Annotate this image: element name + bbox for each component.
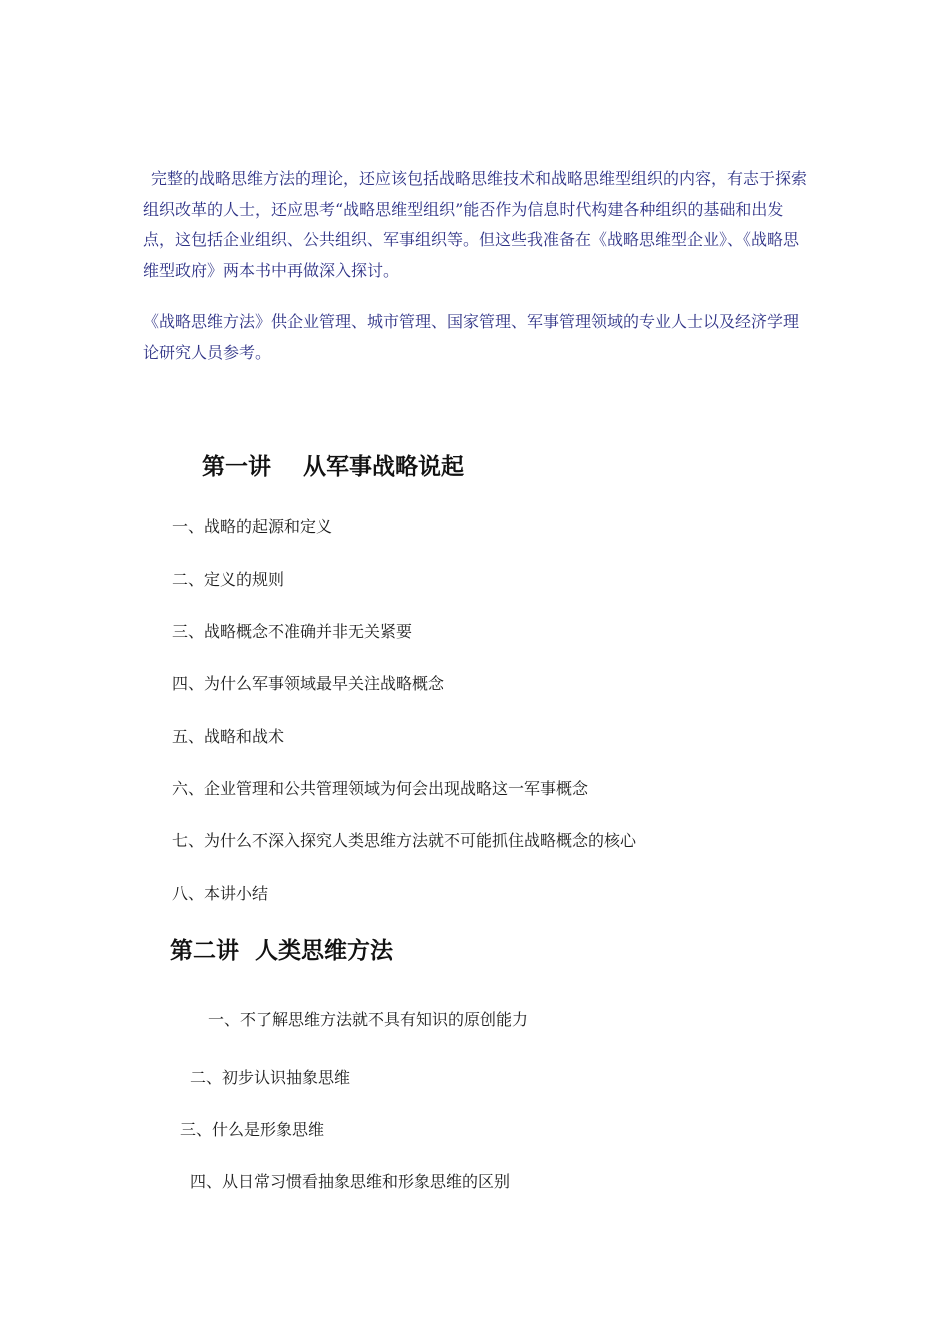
lecture-2-heading: 第二讲 人类思维方法	[170, 937, 394, 964]
lecture-2-item-1: 一、不了解思维方法就不具有知识的原创能力	[208, 1010, 529, 1029]
lecture-1-heading: 第一讲 从军事战略说起	[202, 453, 465, 480]
intro-paragraph-1: 完整的战略思维方法的理论，还应该包括战略思维技术和战略思维型组织的内容，有志于探索组织改革的人士，还应思考“战略思维型组织”能否作为信息时代构建各种组织的基础和出发点，这包括企业组织、公共组织、军事组织等。但这些我准备在《战略思维型企业》、《战略思维型政府》两本书中再做深入探讨。	[143, 169, 808, 280]
lecture-1-item-3: 三、战略概念不准确并非无关紧要	[172, 622, 413, 641]
lecture-2-item-2: 二、初步认识抽象思维	[190, 1068, 351, 1087]
lecture-1-item-1: 一、战略的起源和定义	[172, 517, 333, 536]
lecture-2-item-3: 三、什么是形象思维	[180, 1120, 325, 1139]
lecture-2-item-4: 四、从日常习惯看抽象思维和形象思维的区别	[190, 1172, 511, 1191]
intro-paragraph-2: 《战略思维方法》供企业管理、城市管理、国家管理、军事管理领域的专业人士以及经济学理论研究人员参考。	[143, 312, 800, 362]
lecture-1-item-4: 四、为什么军事领域最早关注战略概念	[172, 674, 445, 693]
lecture-1-item-2: 二、定义的规则	[172, 570, 285, 589]
lecture-1-item-6: 六、企业管理和公共管理领域为何会出现战略这一军事概念	[172, 779, 589, 798]
lecture-1-item-5: 五、战略和战术	[172, 727, 285, 746]
lecture-1-item-7: 七、为什么不深入探究人类思维方法就不可能抓住战略概念的核心	[172, 831, 637, 850]
lecture-1-item-8: 八、本讲小结	[172, 884, 269, 903]
